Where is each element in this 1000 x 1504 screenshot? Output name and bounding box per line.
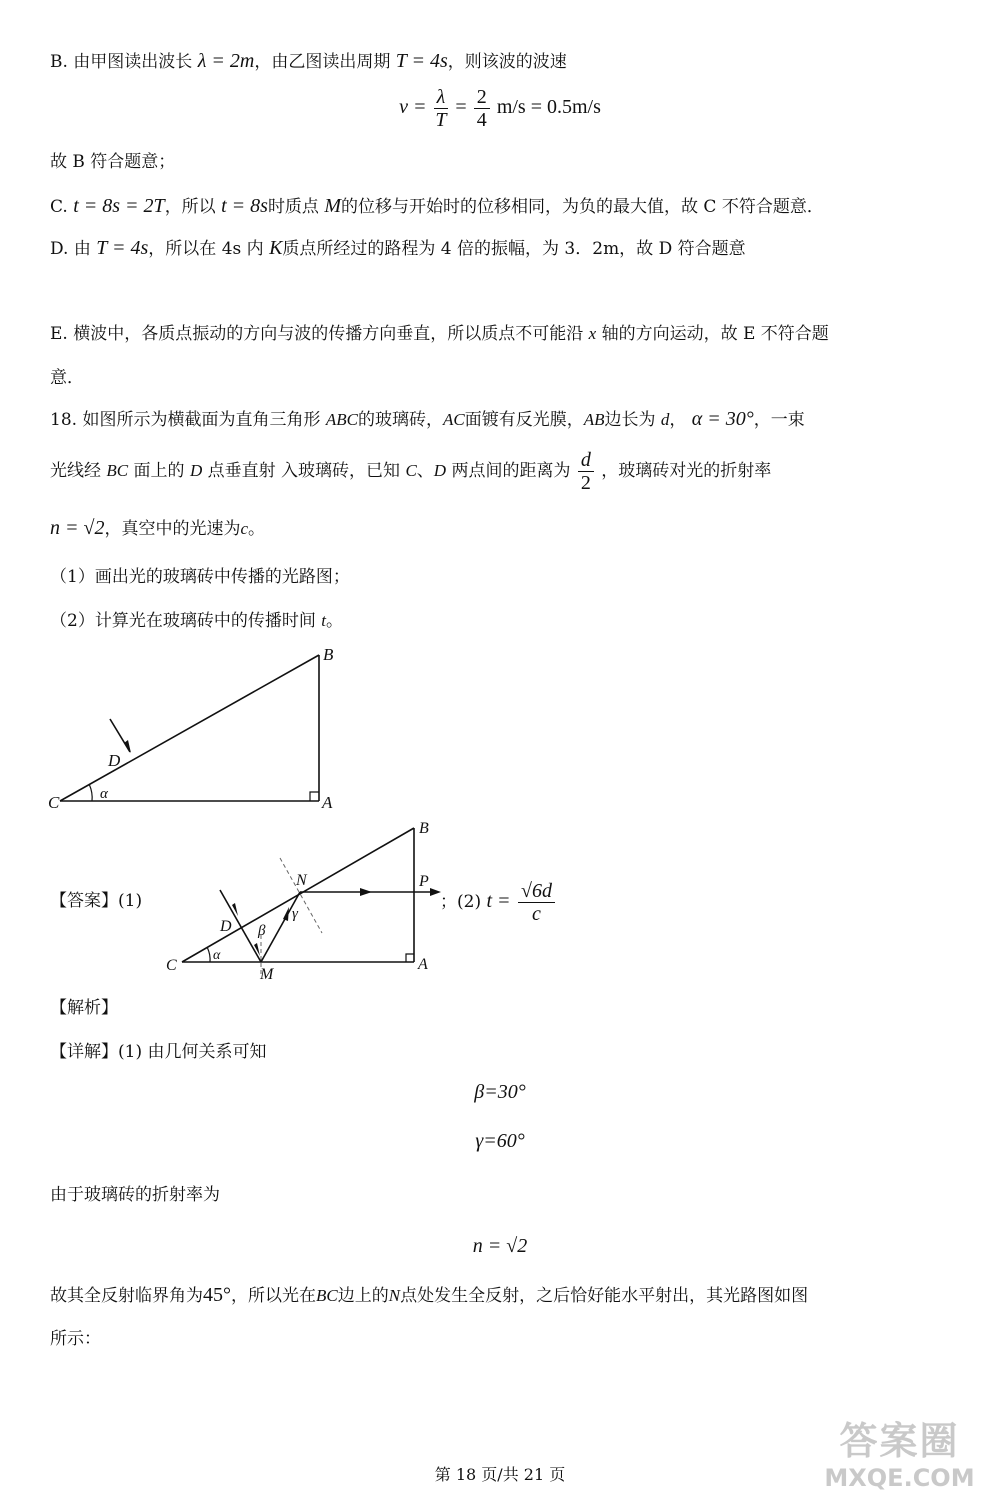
equation-gamma: γ=60° bbox=[475, 1130, 525, 1152]
label-m: M bbox=[260, 966, 274, 983]
triangle-figure-1 bbox=[40, 640, 360, 820]
line-e-cont: 意． bbox=[50, 368, 84, 388]
watermark-logo: 答案圈 MXQE.COM bbox=[824, 1419, 975, 1492]
conclusion-line1: 故其全反射临界角为45°，所以光在BC边上的N点处发生全反射，之后恰好能水平射出，其光路图如图 bbox=[50, 1284, 809, 1306]
question-18-line1: 18. 如图所示为横截面为直角三角形 ABC的玻璃砖，AC面镀有反光膜，AB边长为 d， α = 30°，一束 bbox=[50, 408, 805, 430]
answer-part2: ；(2) t = $\frac{√6d}{c}$ bbox=[440, 880, 557, 925]
arrow-icon bbox=[360, 888, 372, 896]
light-path-figure bbox=[160, 815, 450, 990]
label-a: A bbox=[322, 793, 333, 812]
edge-cb bbox=[60, 655, 319, 801]
line-b-conclusion: 故 B 符合题意； bbox=[50, 152, 176, 172]
question-18-part2: （2）计算光在玻璃砖中的传播时间 t。 bbox=[50, 611, 343, 631]
question-18-part1: （1）画出光的玻璃砖中传播的光路图； bbox=[50, 567, 350, 587]
line-d: D. 由 T = 4s，所以在 4s 内 K质点所经过的路程为 4 倍的振幅，为 3．2m，故 D 符合题意 bbox=[50, 237, 746, 259]
alpha-arc bbox=[90, 785, 93, 801]
velocity-equation: v = $\frac{\lambda}{T}$ = $\frac{2}{4}$ m/s = 0.5m/s bbox=[399, 86, 601, 131]
label-d: D bbox=[108, 751, 121, 770]
label-beta: β bbox=[258, 923, 266, 939]
arrow-icon bbox=[124, 740, 131, 753]
fraction-2-4: $\frac{2}{4}$ bbox=[474, 86, 490, 131]
fraction-d-2: $\frac{d}{2}$ bbox=[578, 449, 594, 494]
label-alpha: α bbox=[100, 786, 108, 802]
line-e: E. 横波中，各质点振动的方向与波的传播方向垂直，所以质点不可能沿 x 轴的方向运动，故 E 不符合题 bbox=[50, 324, 829, 344]
label-gamma: γ bbox=[292, 906, 298, 922]
label-b: B bbox=[419, 820, 429, 837]
label-p: P bbox=[419, 873, 429, 890]
reflected-ray bbox=[261, 892, 300, 962]
label-d: D bbox=[220, 918, 232, 935]
conclusion-line2: 所示： bbox=[50, 1329, 101, 1349]
line-c: C. t = 8s = 2T，所以 t = 8s时质点 M的位移与开始时的位移相同，为负的最大值，故 C 不符合题意． bbox=[50, 195, 824, 217]
question-18-line2: 光线经 BC 面上的 D 点垂直射 入玻璃砖，已知 C、D 两点间的距离为 $\frac{d}{2}$ ，玻璃砖对光的折射率 bbox=[50, 449, 772, 494]
right-angle-mark bbox=[406, 954, 414, 962]
question-18-line3: n = √2，真空中的光速为c。 bbox=[50, 517, 266, 539]
arrow-icon bbox=[283, 907, 289, 921]
label-a: A bbox=[418, 956, 428, 973]
label-c: C bbox=[48, 793, 60, 812]
analysis-label: 【解析】 bbox=[50, 998, 118, 1018]
detail-line: 【详解】(1) 由几何关系可知 bbox=[50, 1042, 267, 1062]
label-n: N bbox=[296, 872, 307, 889]
label-c: C bbox=[166, 957, 177, 974]
label-alpha: α bbox=[213, 948, 221, 963]
right-angle-mark bbox=[310, 792, 319, 801]
answer-label: 【答案】(1) bbox=[50, 891, 143, 911]
equation-n: n = √2 bbox=[472, 1235, 528, 1257]
page-footer: 第 18 页/共 21 页 bbox=[434, 1465, 566, 1484]
line-b: B. 由甲图读出波长 λ = 2m，由乙图读出周期 T = 4s，则该波的波速 bbox=[50, 50, 567, 72]
fraction-lambda-t: $\frac{\lambda}{T}$ bbox=[435, 86, 447, 131]
alpha-arc bbox=[208, 948, 211, 962]
fraction-sqrt6d-c: $\frac{√6d}{c}$ bbox=[518, 880, 555, 925]
refractive-index-line: 由于玻璃砖的折射率为 bbox=[50, 1185, 220, 1205]
label-b: B bbox=[323, 645, 334, 664]
normal-line-n bbox=[280, 858, 322, 933]
equation-beta: β=30° bbox=[474, 1081, 526, 1103]
